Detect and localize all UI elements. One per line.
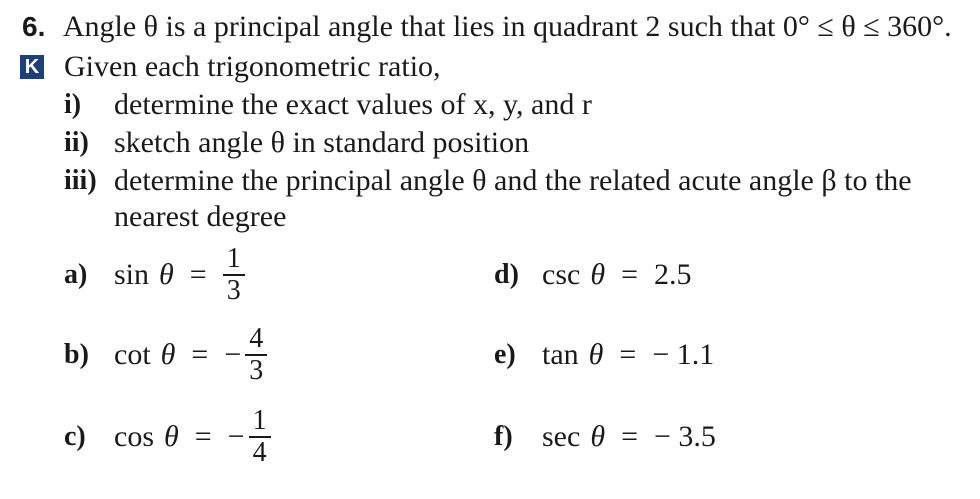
part-d-expression [542,258,691,292]
part-a-label: a) [64,259,88,290]
part-b-sign: − [224,338,242,371]
part-c-label: c) [64,421,86,452]
part-f-equals: = [621,420,638,453]
question-intro: Given each trigonometric ratio, [64,50,441,83]
part-a-equals: = [189,258,207,291]
part-c-denominator: 4 [252,437,267,468]
part-c-equals: = [194,420,212,453]
task-label-ii: ii) [64,127,89,158]
part-f-expression [542,420,716,454]
part-e-variable: θ [588,338,604,371]
task-label-i: i) [64,89,82,120]
part-e-expression [542,338,714,372]
part-e-equals: = [619,338,637,371]
part-d-value: 2.5 [653,258,692,291]
part-a-numerator: 1 [226,243,241,274]
task-text-i: determine the exact values of x, y, and r [114,88,592,121]
part-e-label: e) [494,339,516,370]
part-d-variable: θ [590,258,606,291]
part-a-fraction [223,244,245,306]
part-b-function: cot [114,338,151,371]
part-e-value: − 1.1 [652,338,715,371]
part-c-function: cos [114,420,154,453]
part-c-numerator: 1 [252,405,267,436]
part-b-numerator: 4 [249,323,264,354]
part-c-expression [114,402,271,472]
part-b-variable: θ [160,338,176,371]
question-stem: Angle θ is a principal angle that lies in quadrant 2 such that 0° ≤ θ ≤ 360°. [62,10,952,43]
part-f-function: sec [542,420,581,453]
part-a-denominator: 3 [226,275,241,306]
part-b-expression [114,320,267,390]
task-label-iii: iii) [64,165,97,196]
part-d-function: csc [542,258,581,291]
part-c-fraction [249,406,271,468]
part-b-fraction [245,324,267,386]
part-a-expression [114,240,245,310]
part-a-variable: θ [159,258,174,291]
question-stem-line [22,10,952,44]
part-c-sign: − [227,420,245,453]
part-e-function: tan [542,338,579,371]
part-f-label: f) [494,421,513,452]
task-text-iii: determine the principal angle θ and the related acute angle β to the [114,164,912,197]
part-f-variable: θ [590,420,606,453]
part-b-denominator: 3 [249,355,264,386]
knowledge-badge-icon: K [20,55,44,79]
part-f-value: − 3.5 [653,420,716,453]
part-a-function: sin [114,258,150,291]
part-d-label: d) [494,259,519,290]
part-b-equals: = [191,338,209,371]
part-b-label: b) [64,339,89,370]
part-d-equals: = [621,258,638,291]
question-number: 6. [22,11,46,42]
task-text-ii: sketch angle θ in standard position [114,126,530,159]
part-c-variable: θ [164,420,179,453]
task-text-iii-continued: nearest degree [114,200,287,233]
